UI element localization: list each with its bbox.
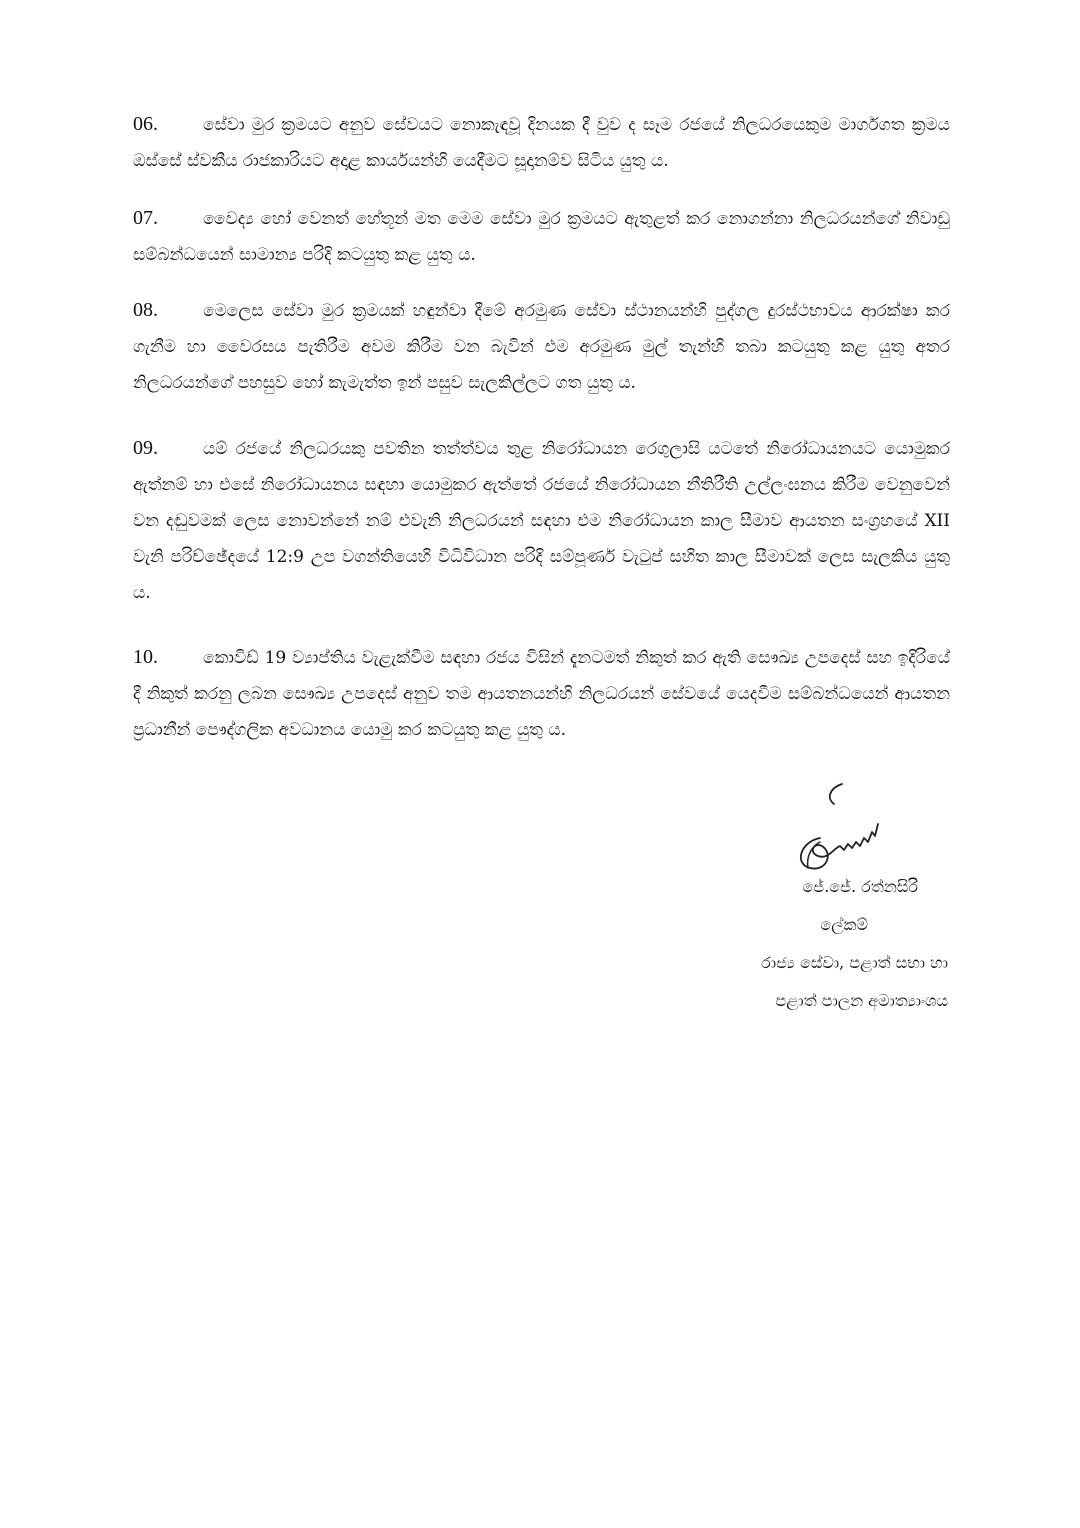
paragraph-number: 09.: [133, 437, 158, 459]
ministry-line-1: රාජ්‍ය සේවා, පළාත් සභා හා: [761, 953, 948, 972]
paragraph-number: 08.: [133, 299, 158, 321]
signatory-title: ලේකම්: [820, 915, 868, 934]
paragraph-text: යම් රජයේ නිලධරයකු පවතින තත්ත්වය තුළ නිරෝධායන රෙගුලාසි යටතේ නිරෝධායනයට යොමුකර ඇත්නම් හා එසේ නිරෝධායනය සඳහා යොමුකර ඇත්තේ රජයේ නිරෝධායන නීතිරීති උල්ලංඝනය කිරීම වෙනුවෙන් වන දඬුවමක් ලෙස නොවන්නේ නම් එවැනි නිලධරයන් සඳහා එම නිරෝධායන කාල සීමාව ආයතන සංග්‍රහයේ XII වැනි පරිච්ඡේදයේ 12:9 උප වගන්තියෙහි විධිවිධාන පරිදි සම්පූර්ණ වැටුප් සහිත කාල සීමාවක් ලෙස සැලකිය යුතු ය.: [133, 439, 950, 603]
paragraph-text: වෛද්‍ය හෝ වෙනත් හේතූන් මත මෙම සේවා මුර ක්‍රමයට ඇතුළත් කර නොගන්නා නිලධරයන්ගේ නිවාඩු සම්බන්ධයෙන් සාමාන්‍ය පරිදි කටයුතු කළ යුතු ය.: [133, 209, 950, 265]
signature-block: [648, 868, 948, 1020]
paragraph-10: [133, 639, 950, 748]
paragraph-08: [133, 292, 950, 401]
handwritten-signature: [782, 776, 892, 876]
paragraph-number: 06.: [133, 113, 158, 135]
paragraph-text: මෙලෙස සේවා මුර ක්‍රමයක් හඳුන්වා දීමේ අරමුණ සේවා ස්ථානයන්හි පුද්ගල දුරස්ථභාවය ආරක්ෂා කර ගැනීම හා වෛරසය පැතිරීම අවම කිරීම වන බැවින් එම අරමුණ මුල් තැන්හි තබා කටයුතු කළ යුතු අතර නිලධරයන්ගේ පහසුව හෝ කැමැත්ත ඉන් පසුව සැලකිල්ලට ගත යුතු ය.: [133, 301, 950, 393]
paragraph-text: සේවා මුර ක්‍රමයට අනුව සේවයට නොකැඳවූ දිනයක දී වුව ද සෑම රජයේ නිලධරයෙකුම මාර්ගගත ක්‍රමය ඔස්සේ ස්වකීය රාජකාරියට අදාළ කාර්යයන්හි යෙදීමට සූදානම්ව සිටිය යුතු ය.: [133, 115, 950, 171]
paragraph-text: කොවිඩ් 19 ව්‍යාප්තිය වැළැක්වීම සඳහා රජය විසින් දැනටමත් නිකුත් කර ඇති සෞඛ්‍ය උපදෙස් සහ ඉදිරියේ දී නිකුත් කරනු ලබන සෞඛ්‍ය උපදෙස් අනුව තම ආයතනයන්හි නිලධරයන් සේවයේ යෙදවීම සම්බන්ධයෙන් ආයතන ප්‍රධානීන් පෞද්ගලික අවධානය යොමු කර කටයුතු කළ යුතු ය.: [133, 648, 950, 740]
paragraph-07: [133, 200, 950, 273]
paragraph-06: [133, 106, 950, 179]
paragraph-09: [133, 430, 950, 611]
paragraph-number: 10.: [133, 646, 158, 668]
signatory-name: ජේ.ජේ. රත්නසිරි: [802, 877, 918, 896]
paragraph-number: 07.: [133, 207, 158, 229]
ministry-line-2: පළාත් පාලන අමාත්‍යාංශය: [775, 991, 948, 1010]
